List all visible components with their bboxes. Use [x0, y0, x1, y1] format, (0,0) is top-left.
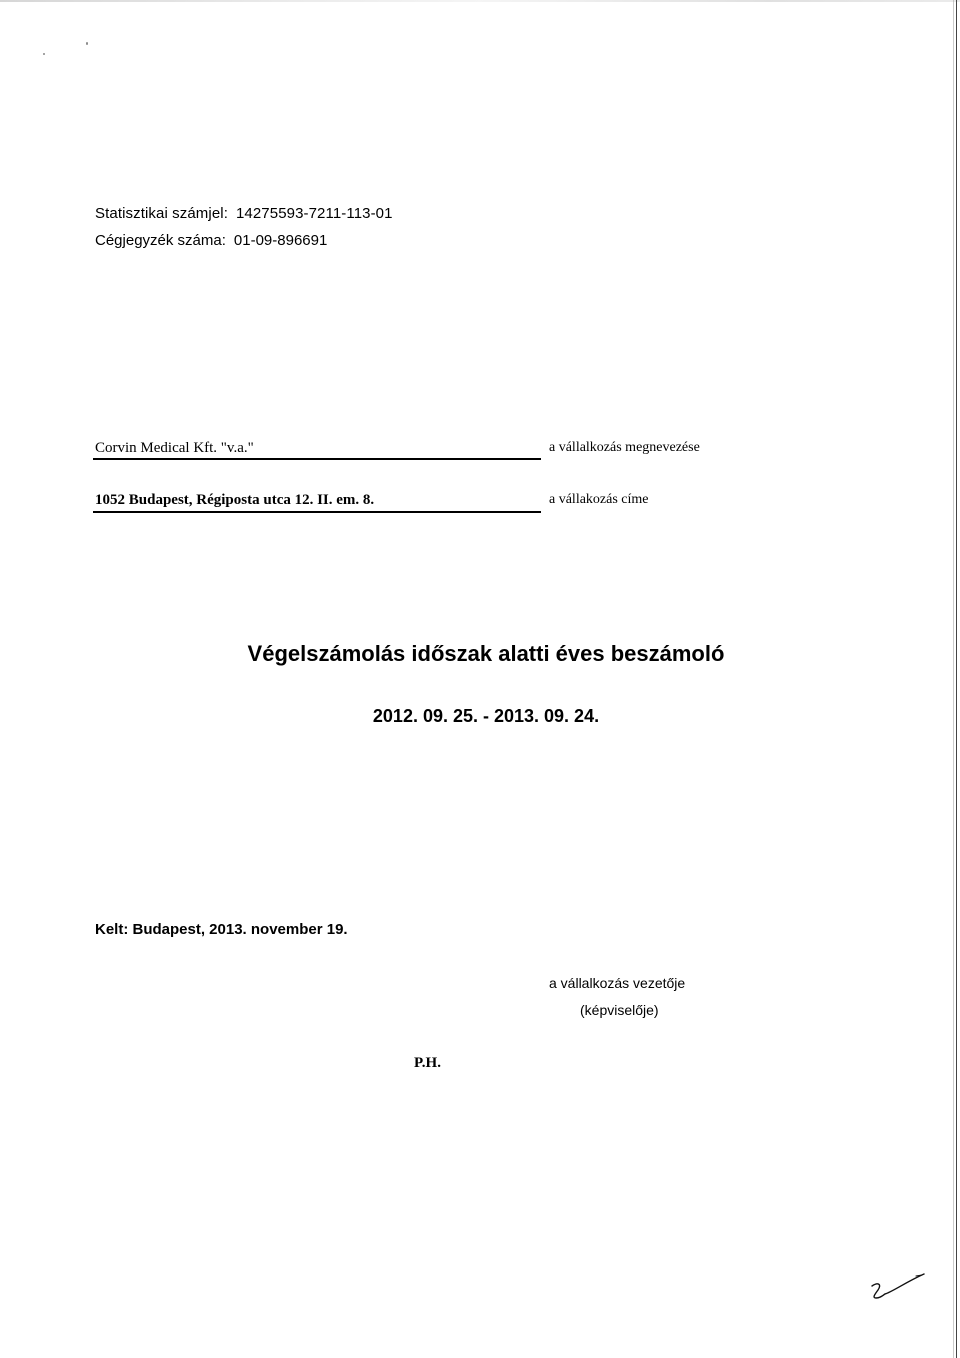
company-name-caption: a vállalkozás megnevezése [549, 440, 700, 455]
registration-number-line [95, 232, 327, 249]
company-address-caption: a vállakozás címe [549, 492, 649, 507]
statistical-number-value: 14275593-7211-113-01 [235, 205, 393, 222]
company-name: Corvin Medical Kft. "v.a." [95, 440, 254, 456]
statistical-number-line [95, 205, 393, 222]
signer-title: a vállalkozás vezetője [549, 975, 686, 991]
registration-number-label: Cégjegyzék száma: [95, 232, 226, 249]
scan-right-edge-shadow [953, 0, 954, 1358]
place-and-date: Kelt: Budapest, 2013. november 19. [95, 921, 348, 938]
signer-subtitle: (képviselője) [580, 1002, 659, 1018]
registration-number-value: 01-09-896691 [233, 232, 328, 249]
scan-speck [43, 53, 45, 55]
scan-speck [86, 42, 88, 45]
handwritten-signature [868, 1272, 928, 1306]
company-address: 1052 Budapest, Régiposta utca 12. II. em. 8. [95, 492, 375, 508]
company-name-underline [93, 458, 541, 460]
report-title: Végelszámolás időszak alatti éves beszámoló [247, 641, 725, 666]
statistical-number-label: Statisztikai számjel: [95, 205, 228, 222]
company-address-underline [93, 511, 541, 513]
stamp-placeholder: P.H. [414, 1055, 441, 1071]
scan-right-edge [956, 0, 957, 1358]
report-period: 2012. 09. 25. - 2013. 09. 24. [372, 706, 600, 726]
scan-top-edge [0, 0, 960, 2]
